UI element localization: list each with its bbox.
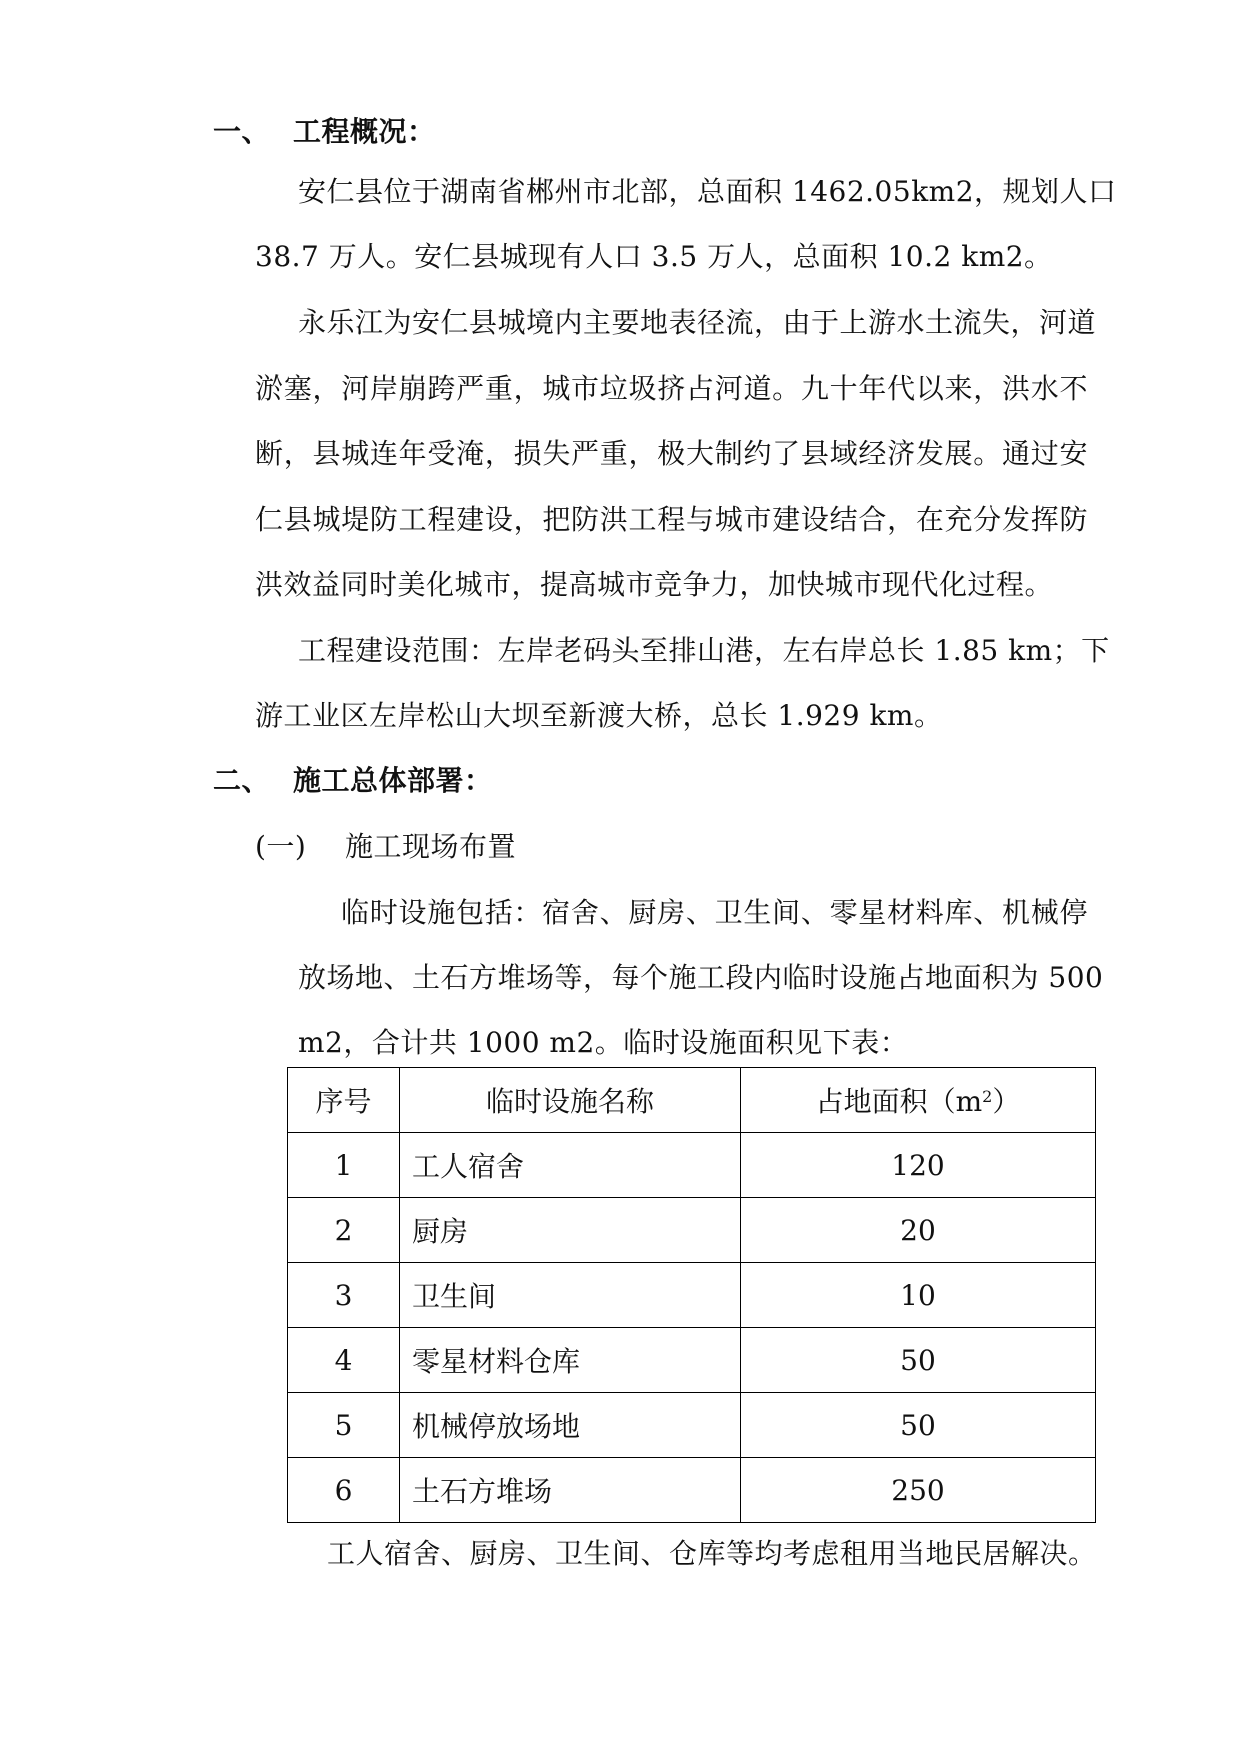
- paragraph-line: 仁县城堤防工程建设，把防洪工程与城市建设结合，在充分发挥防: [255, 503, 1088, 536]
- cell-name: 厨房: [400, 1198, 741, 1263]
- header-area-superscript: 2: [982, 1087, 993, 1106]
- header-name: 临时设施名称: [400, 1068, 741, 1133]
- paragraph-line: 淤塞，河岸崩跨严重，城市垃圾挤占河道。九十年代以来，洪水不: [255, 372, 1088, 405]
- table-row: [288, 1458, 1096, 1523]
- cell-area: 120: [741, 1133, 1096, 1198]
- paragraph-line: 放场地、土石方堆场等，每个施工段内临时设施占地面积为 500: [298, 961, 1104, 994]
- section-1-heading: [213, 112, 436, 152]
- cell-no: 1: [288, 1133, 400, 1198]
- section-1-number: 一、: [213, 115, 271, 148]
- table-header-row: [288, 1068, 1096, 1133]
- paragraph-line: 游工业区左岸松山大坝至新渡大桥，总长 1.929 km。: [255, 699, 943, 732]
- section-2-heading: [213, 761, 493, 801]
- cell-no: 4: [288, 1328, 400, 1393]
- paragraph-line: m2，合计共 1000 m2。临时设施面积见下表：: [298, 1026, 909, 1059]
- header-no: 序号: [288, 1068, 400, 1133]
- cell-name: 土石方堆场: [400, 1458, 741, 1523]
- header-area: [741, 1068, 1096, 1133]
- header-area-text: 占地面积（m: [815, 1085, 983, 1118]
- facilities-table: [287, 1067, 1096, 1523]
- cell-area: 20: [741, 1198, 1096, 1263]
- section-2-title: 施工总体部署：: [293, 764, 493, 797]
- table-row: [288, 1198, 1096, 1263]
- paragraph-line: 安仁县位于湖南省郴州市北部，总面积 1462.05km2，规划人口: [298, 175, 1117, 208]
- cell-no: 2: [288, 1198, 400, 1263]
- cell-no: 3: [288, 1263, 400, 1328]
- closing-line: 工人宿舍、厨房、卫生间、仓库等均考虑租用当地民居解决。: [327, 1537, 1097, 1570]
- paragraph-line: 38.7 万人。安仁县城现有人口 3.5 万人，总面积 10.2 km2。: [255, 240, 1053, 273]
- cell-name: 卫生间: [400, 1263, 741, 1328]
- cell-area: 10: [741, 1263, 1096, 1328]
- cell-no: 5: [288, 1393, 400, 1458]
- paragraph-line: 洪效益同时美化城市，提高城市竞争力，加快城市现代化过程。: [255, 568, 1054, 601]
- subsection-heading: [255, 827, 516, 867]
- paragraph-line: 工程建设范围：左岸老码头至排山港，左右岸总长 1.85 km；下: [298, 634, 1110, 667]
- cell-no: 6: [288, 1458, 400, 1523]
- header-area-close: ）: [992, 1085, 1021, 1118]
- cell-name: 零星材料仓库: [400, 1328, 741, 1393]
- table-row: [288, 1263, 1096, 1328]
- paragraph-line: 临时设施包括：宿舍、厨房、卫生间、零星材料库、机械停: [341, 896, 1088, 929]
- cell-area: 250: [741, 1458, 1096, 1523]
- cell-name: 工人宿舍: [400, 1133, 741, 1198]
- subsection-title: 施工现场布置: [345, 830, 517, 863]
- section-1-title: 工程概况：: [293, 115, 436, 148]
- subsection-number: (一): [255, 830, 307, 863]
- table-row: [288, 1393, 1096, 1458]
- table-row: [288, 1133, 1096, 1198]
- paragraph-line: 永乐江为安仁县城境内主要地表径流，由于上游水土流失，河道: [298, 306, 1097, 339]
- cell-area: 50: [741, 1393, 1096, 1458]
- table-row: [288, 1328, 1096, 1393]
- paragraph-line: 断，县城连年受淹，损失严重，极大制约了县域经济发展。通过安: [255, 437, 1088, 470]
- cell-name: 机械停放场地: [400, 1393, 741, 1458]
- cell-area: 50: [741, 1328, 1096, 1393]
- section-2-number: 二、: [213, 764, 271, 797]
